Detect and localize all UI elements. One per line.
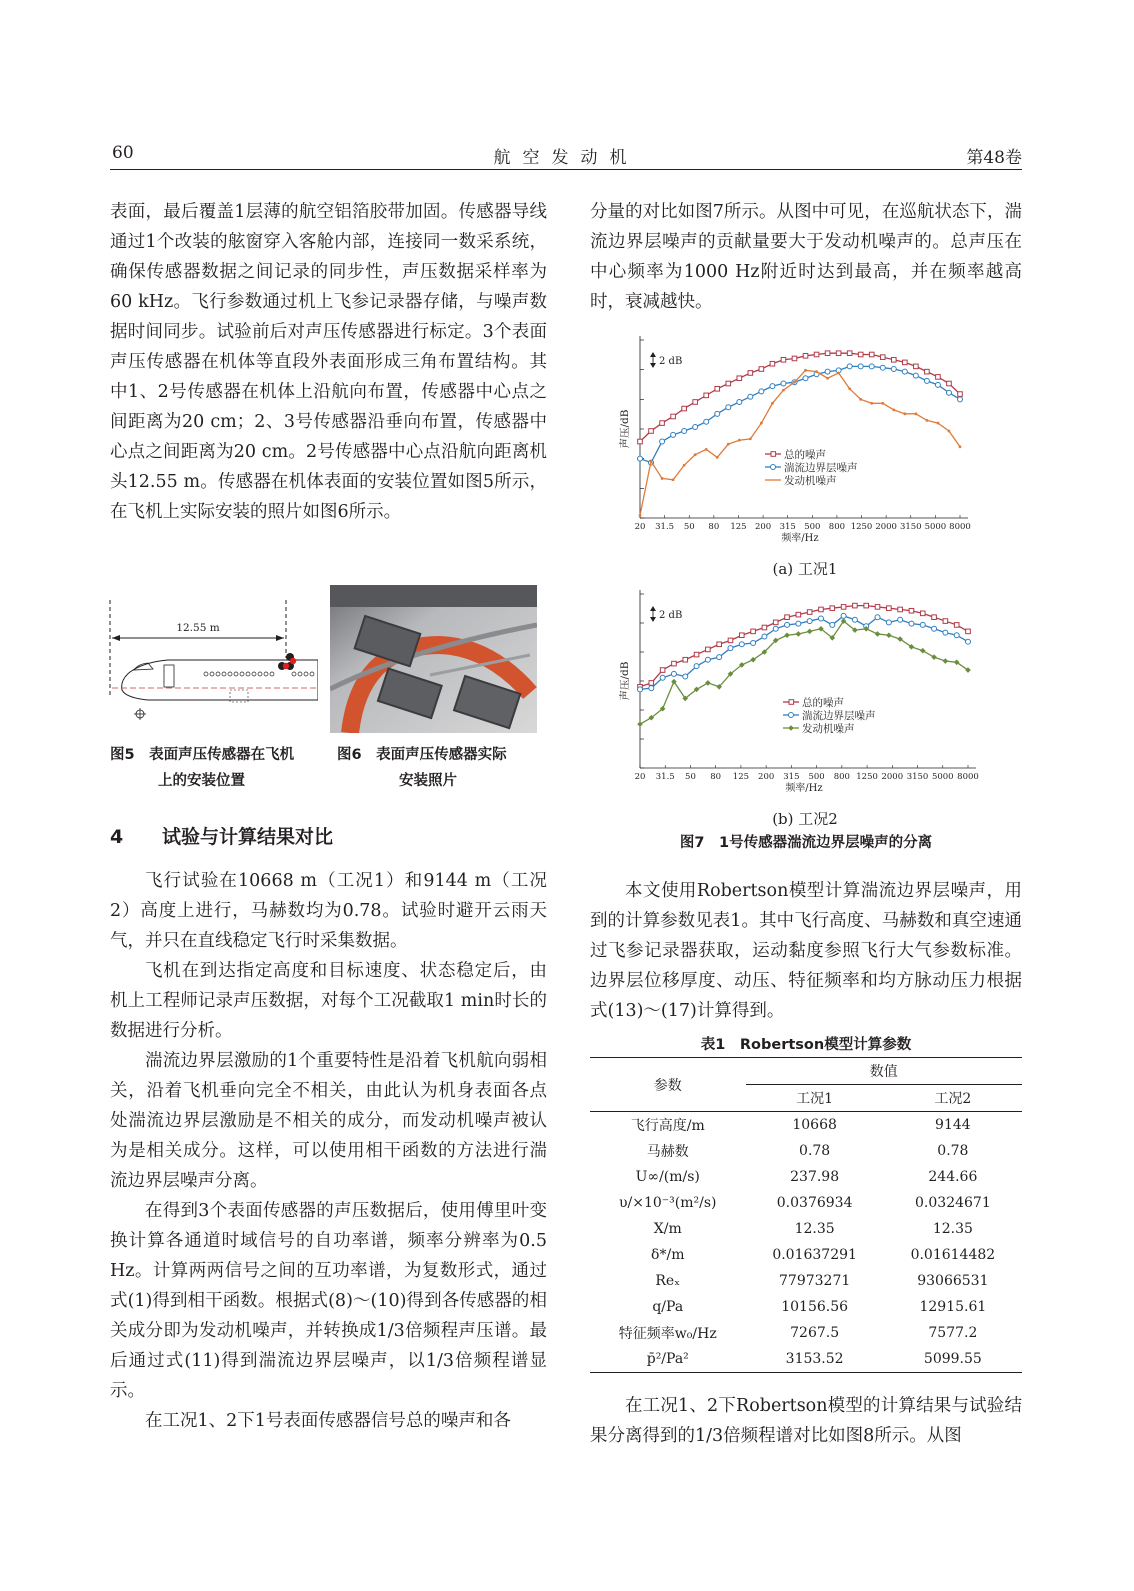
table-row — [590, 1190, 1022, 1216]
fig6-caption-line1: 图6 表面声压传感器实际 — [337, 747, 507, 763]
table-cell-param: p̄²/Pa² — [646, 1351, 689, 1367]
data-point — [683, 674, 688, 679]
x-tick-label: 200 — [754, 522, 772, 532]
data-point — [881, 402, 884, 405]
table-cell-c1: 10156.56 — [781, 1299, 849, 1315]
data-point — [814, 352, 819, 357]
data-point — [796, 612, 801, 617]
x-tick-label: 3150 — [899, 522, 922, 532]
data-point — [943, 630, 948, 635]
data-point — [660, 675, 665, 680]
data-point — [639, 514, 642, 517]
table-subheader-c1: 工况1 — [796, 1091, 834, 1107]
data-point — [920, 648, 926, 654]
x-axis-label: 频率/Hz — [781, 533, 819, 544]
table-cell-param: 特征频率w₀/Hz — [618, 1326, 717, 1342]
paragraph: 在工况1、2下Robertson模型的计算结果与试验结果分离得到的1/3倍频程谱对比如图8所示。从图 — [590, 1396, 1022, 1446]
fig7a-subcaption: (a) 工况1 — [772, 560, 838, 578]
scale-label: 2 dB — [659, 356, 683, 367]
data-point — [830, 606, 835, 611]
x-tick-label: 125 — [732, 772, 750, 782]
data-point — [853, 603, 858, 608]
data-point — [807, 610, 812, 615]
data-point — [886, 632, 892, 638]
left-column-text-1 — [110, 197, 547, 527]
x-tick-label: 2000 — [875, 522, 897, 532]
series-line-1 — [640, 616, 968, 689]
data-point — [660, 668, 665, 673]
table-cell-c2: 244.66 — [928, 1169, 978, 1185]
legend-label: 总的噪声 — [802, 697, 844, 709]
data-point — [947, 381, 952, 386]
legend-label: 湍流边界层噪声 — [784, 462, 858, 474]
table-row — [590, 1294, 1022, 1320]
x-tick-label: 8000 — [949, 522, 971, 532]
table-cell-param: U∞/(m/s) — [635, 1169, 700, 1185]
data-point — [932, 626, 937, 631]
data-point — [693, 425, 698, 430]
data-point — [682, 428, 687, 433]
data-point — [704, 419, 709, 424]
legend-label: 发动机噪声 — [784, 475, 837, 487]
x-tick-label: 5000 — [931, 772, 954, 782]
x-tick-label: 20 — [634, 522, 646, 532]
data-point — [914, 412, 917, 415]
table-row — [590, 1138, 1022, 1164]
volume-label: 第48卷 — [966, 148, 1022, 168]
x-tick-label: 31.5 — [655, 772, 675, 782]
scale-label: 2 dB — [659, 610, 683, 621]
data-point — [694, 453, 697, 456]
right-column-text-3 — [590, 1391, 1022, 1451]
data-point — [705, 680, 711, 686]
table-cell-param: 飞行高度/m — [630, 1118, 705, 1134]
data-point — [807, 629, 813, 635]
x-tick-label: 800 — [833, 772, 850, 782]
data-point — [875, 615, 880, 620]
data-point — [781, 381, 786, 386]
data-point — [683, 464, 686, 467]
fig7a-chart — [615, 330, 985, 555]
table-cell-c2: 9144 — [935, 1117, 971, 1133]
x-tick-label: 20 — [634, 772, 646, 782]
fig6-caption — [337, 742, 547, 794]
y-axis-label: 声压/dB — [619, 661, 631, 701]
scale-arrow — [650, 352, 656, 357]
table-cell-c2: 12.35 — [932, 1221, 973, 1237]
data-point — [737, 399, 742, 404]
data-point — [751, 640, 756, 645]
data-point — [704, 393, 709, 398]
data-point — [818, 616, 823, 621]
data-point — [717, 642, 722, 647]
data-point — [749, 437, 752, 440]
fig7b-subcaption: (b) 工况2 — [772, 810, 838, 828]
table-cell-c1: 10668 — [792, 1117, 837, 1133]
data-point — [847, 351, 852, 356]
data-point — [859, 398, 862, 401]
table-cell-c1: 237.98 — [790, 1169, 840, 1185]
x-tick-label: 315 — [779, 522, 796, 532]
legend-label: 发动机噪声 — [802, 723, 855, 735]
section-title: 试验与计算结果对比 — [162, 826, 334, 848]
fig5-aircraft-diagram — [108, 598, 318, 728]
data-point — [869, 352, 874, 357]
data-point — [759, 367, 764, 372]
table1 — [590, 1057, 1022, 1373]
legend-marker — [789, 713, 794, 718]
table-row — [590, 1242, 1022, 1268]
x-tick-label: 2000 — [881, 772, 904, 782]
data-point — [705, 448, 708, 451]
data-point — [902, 369, 907, 374]
x-tick-label: 8000 — [957, 772, 979, 782]
data-point — [936, 375, 941, 380]
paragraph: 飞机在到达指定高度和目标速度、状态稳定后，由机上工程师记录声压数据，对每个工况截取1 min时长的数据进行分析。 — [110, 961, 547, 1041]
data-point — [959, 445, 962, 448]
table-row — [590, 1112, 1022, 1139]
data-point — [937, 422, 940, 425]
data-point — [737, 376, 742, 381]
data-point — [891, 357, 896, 362]
data-point — [858, 364, 863, 369]
data-point — [864, 603, 869, 608]
data-point — [660, 421, 665, 426]
data-point — [739, 633, 744, 638]
data-point — [803, 376, 808, 381]
x-tick-label: 500 — [808, 772, 825, 782]
data-point — [815, 370, 818, 373]
x-tick-label: 80 — [708, 522, 720, 532]
data-point — [637, 721, 643, 727]
data-point — [875, 605, 880, 610]
data-point — [638, 439, 643, 444]
data-point — [909, 608, 914, 613]
x-axis-label: 频率/Hz — [785, 783, 823, 794]
table-row — [590, 1164, 1022, 1190]
paragraph: 在得到3个表面传感器的声压数据后，使用傅里叶变换计算各通道时域信号的自功率谱，频率分辨率为0.5 Hz。计算两两信号之间的互功率谱，为复数形式，通过式(1)得到相干函数。根据式(8)～(10)得到各传感器的相关成分即为发动机噪声，并转换成1/3倍频程声压谱。最后通过式(11)得到湍流边界层噪声，以1/3倍频程谱显示。 — [110, 1201, 547, 1401]
paragraph: 湍流边界层激励的1个重要特性是沿着飞机航向弱相关，沿着飞机垂向完全不相关，由此认为机身表面各点处湍流边界层激励是不相关的成分，而发动机噪声被认为是相关成分。这样，可以使用相干函数的方法进行湍流边界层噪声分离。 — [110, 1051, 547, 1191]
data-point — [762, 634, 767, 639]
series-line-0 — [640, 606, 968, 687]
data-point — [694, 664, 699, 669]
data-point — [946, 390, 951, 395]
scale-arrow — [650, 606, 656, 611]
data-point — [784, 632, 790, 638]
data-point — [716, 456, 719, 459]
data-point — [924, 378, 929, 383]
data-point — [638, 456, 643, 461]
data-point — [715, 386, 720, 391]
data-point — [726, 381, 731, 386]
data-point — [943, 619, 948, 624]
x-tick-label: 50 — [683, 522, 695, 532]
table1-caption: 表1 Robertson模型计算参数 — [700, 1037, 912, 1053]
data-point — [671, 414, 676, 419]
data-point — [836, 351, 841, 356]
data-point — [848, 387, 851, 390]
x-tick-label: 1250 — [856, 772, 878, 782]
data-point — [943, 658, 949, 664]
table-cell-c2: 7577.2 — [928, 1325, 978, 1341]
x-tick-label: 500 — [804, 522, 821, 532]
data-point — [649, 686, 654, 691]
data-point — [739, 642, 744, 647]
data-point — [914, 364, 919, 369]
data-point — [796, 631, 802, 637]
table-header-param: 参数 — [653, 1077, 682, 1094]
fig5-dimension-label: 12.55 m — [176, 622, 220, 634]
data-point — [705, 657, 710, 662]
data-point — [966, 639, 971, 644]
data-point — [886, 620, 891, 625]
data-point — [796, 621, 801, 626]
data-point — [887, 606, 892, 611]
table-cell-param: δ*/m — [651, 1247, 685, 1263]
data-point — [869, 364, 874, 369]
data-point — [785, 622, 790, 627]
table-cell-c1: 0.78 — [799, 1143, 831, 1159]
data-point — [913, 373, 918, 378]
paragraph: 本文使用Robertson模型计算湍流边界层噪声，用到的计算参数见表1。其中飞行高度、马赫数和真空速通过飞参记录器获取，运动黏度参照飞行大气参数标准。边界层位移厚度、动压、特征频率和均方脉动压力根据式(13)～(17)计算得到。 — [590, 881, 1022, 1021]
data-point — [672, 661, 677, 666]
data-point — [931, 654, 937, 660]
data-point — [954, 633, 959, 638]
legend-marker — [789, 700, 794, 705]
fig7b-chart — [615, 586, 985, 806]
x-tick-label: 1250 — [850, 522, 873, 532]
data-point — [870, 402, 873, 405]
data-point — [819, 607, 824, 612]
data-point — [693, 400, 698, 405]
fig5-caption-line2: 上的安装位置 — [158, 773, 245, 789]
data-point — [958, 397, 963, 402]
data-point — [717, 655, 722, 660]
data-point — [706, 647, 711, 652]
data-point — [773, 626, 778, 631]
table-header-value: 数值 — [746, 1058, 1022, 1085]
data-point — [830, 622, 835, 627]
legend-marker — [771, 452, 776, 457]
data-point — [898, 607, 903, 612]
data-point — [781, 357, 786, 362]
x-tick-label: 80 — [710, 772, 722, 782]
table-cell-c1: 0.01637291 — [772, 1247, 857, 1263]
data-point — [748, 371, 753, 376]
data-point — [762, 625, 767, 630]
left-column-text-2 — [110, 866, 547, 1436]
data-point — [825, 369, 830, 374]
data-point — [803, 354, 808, 359]
table-cell-c1: 0.0376934 — [776, 1195, 853, 1211]
data-point — [898, 617, 903, 622]
paragraph: 在工况1、2下1号表面传感器信号总的噪声和各 — [145, 1411, 511, 1431]
page-header — [110, 143, 1022, 170]
table-cell-c2: 0.01614482 — [910, 1247, 996, 1263]
data-point — [793, 381, 796, 384]
data-point — [935, 382, 940, 387]
data-point — [748, 394, 753, 399]
series-line-2 — [640, 370, 960, 515]
data-point — [770, 361, 775, 366]
data-point — [920, 611, 925, 616]
data-point — [858, 352, 863, 357]
fig5-caption-line1: 图5 表面声压传感器在飞机 — [110, 747, 295, 763]
paragraph: 分量的对比如图7所示。从图中可见，在巡航状态下，湍流边界层噪声的贡献量要大于发动机噪声的。总声压在中心频率为1000 Hz附近时达到最高，并在频率越高时，衰减越快。 — [590, 202, 1022, 312]
data-point — [727, 443, 730, 446]
data-point — [682, 406, 687, 411]
x-tick-label: 800 — [828, 522, 846, 532]
data-point — [672, 478, 675, 481]
table-cell-c1: 12.35 — [794, 1221, 835, 1237]
scale-arrow — [650, 363, 656, 368]
table-cell-c1: 7267.5 — [790, 1325, 840, 1341]
data-point — [948, 430, 951, 433]
legend-label: 湍流边界层噪声 — [802, 710, 876, 722]
section-number: 4 — [110, 826, 124, 848]
data-point — [649, 681, 654, 686]
table-cell-c2: 93066531 — [917, 1273, 989, 1289]
data-point — [661, 477, 664, 480]
data-point — [782, 389, 785, 392]
data-point — [804, 369, 807, 372]
data-point — [751, 629, 756, 634]
data-point — [759, 389, 764, 394]
journal-title: 航空发动机 — [493, 148, 639, 168]
data-point — [807, 619, 812, 624]
data-point — [728, 646, 733, 651]
data-point — [760, 422, 763, 425]
data-point — [649, 429, 654, 434]
data-point — [825, 351, 830, 356]
table-cell-c1: 3153.52 — [785, 1351, 844, 1367]
table-row — [590, 1216, 1022, 1242]
data-point — [770, 384, 775, 389]
table-row — [590, 1320, 1022, 1346]
fig5-caption — [110, 742, 325, 794]
data-point — [773, 620, 778, 625]
table-cell-c1: 77973271 — [779, 1273, 851, 1289]
table-subheader-c2: 工况2 — [934, 1091, 972, 1107]
right-column-text-1 — [590, 197, 1022, 317]
data-point — [909, 621, 914, 626]
data-point — [875, 631, 881, 637]
data-point — [841, 605, 846, 610]
x-tick-label: 3150 — [906, 772, 929, 782]
data-point — [892, 408, 895, 411]
table-cell-param: 马赫数 — [646, 1144, 689, 1160]
table-cell-c2: 0.78 — [937, 1143, 969, 1159]
data-point — [792, 356, 797, 361]
table-cell-c2: 0.0324671 — [915, 1195, 991, 1211]
data-point — [671, 671, 676, 676]
paragraph: 飞行试验在10668 m（工况1）和9144 m（工况2）高度上进行，马赫数均为0.78。试验时避开云雨天气，并只在直线稳定飞行时采集数据。 — [110, 871, 547, 951]
data-point — [920, 622, 925, 627]
data-point — [650, 460, 653, 463]
data-point — [726, 405, 731, 410]
data-point — [891, 367, 896, 372]
data-point — [852, 617, 857, 622]
data-point — [880, 365, 885, 370]
table-cell-param: X/m — [653, 1221, 682, 1237]
data-point — [966, 629, 971, 634]
scale-arrow — [650, 617, 656, 622]
y-axis-label: 声压/dB — [619, 409, 631, 449]
data-point — [683, 657, 688, 662]
series-line-0 — [640, 353, 960, 441]
data-point — [785, 615, 790, 620]
fig6-sensor-photo — [330, 585, 537, 733]
data-point — [738, 439, 741, 442]
data-point — [671, 432, 676, 437]
legend-marker — [771, 465, 776, 470]
table-cell-param: q/Pa — [652, 1299, 684, 1315]
data-point — [903, 360, 908, 365]
legend-marker — [788, 725, 794, 731]
data-point — [728, 638, 733, 643]
right-column-text-2 — [590, 876, 1022, 1026]
data-point — [880, 355, 885, 360]
data-point — [660, 439, 665, 444]
table-row — [590, 1268, 1022, 1294]
table-cell-c2: 5099.55 — [923, 1351, 982, 1367]
table-row — [590, 1346, 1022, 1373]
data-point — [954, 623, 959, 628]
data-point — [694, 652, 699, 657]
data-point — [925, 369, 930, 374]
page-number: 60 — [112, 143, 134, 163]
fig6-caption-line2: 安装照片 — [399, 773, 457, 789]
x-tick-label: 200 — [758, 772, 775, 782]
table-cell-param: υ/×10⁻³(m²/s) — [619, 1195, 717, 1211]
data-point — [958, 392, 963, 397]
x-tick-label: 50 — [685, 772, 696, 782]
data-point — [837, 372, 840, 375]
x-tick-label: 125 — [730, 522, 747, 532]
paragraph: 表面，最后覆盖1层薄的航空铝箔胶带加固。传感器导线通过1个改装的舷窗穿入客舱内部，连接同一数采系统，确保传感器数据之间记录的同步性，声压数据采样率为60 kHz。飞行参数通过机上飞参记录器存储，与噪声数据时间同步。试验前后对声压传感器进行标定。3个表面声压传感器在机体等直段外表面形成三角布置结构。其中1、2号传感器在机体上沿航向布置，传感器中心点之间距离为20 cm；2、3号传感器沿垂向布置，传感器中心点之间距离为20 cm。2号传感器中心点沿航向距离机头12.55 m。传感器在机体表面的安装位置如图5所示，在飞机上实际安装的照片如图6所示。 — [110, 202, 547, 522]
x-tick-label: 5000 — [924, 522, 947, 532]
data-point — [932, 615, 937, 620]
section-heading — [110, 822, 333, 849]
data-point — [841, 613, 846, 618]
legend-label: 总的噪声 — [784, 449, 826, 461]
data-point — [638, 687, 643, 692]
data-point — [847, 364, 852, 369]
data-point — [925, 419, 928, 422]
data-point — [715, 411, 720, 416]
data-point — [903, 412, 906, 415]
data-point — [826, 377, 829, 380]
data-point — [771, 402, 774, 405]
table-cell-param: Reₓ — [655, 1273, 681, 1289]
fig7-caption: 图7 1号传感器湍流边界层噪声的分离 — [679, 835, 933, 851]
x-tick-label: 315 — [783, 772, 800, 782]
table-cell-c2: 12915.61 — [919, 1299, 987, 1315]
x-tick-label: 31.5 — [655, 522, 675, 532]
